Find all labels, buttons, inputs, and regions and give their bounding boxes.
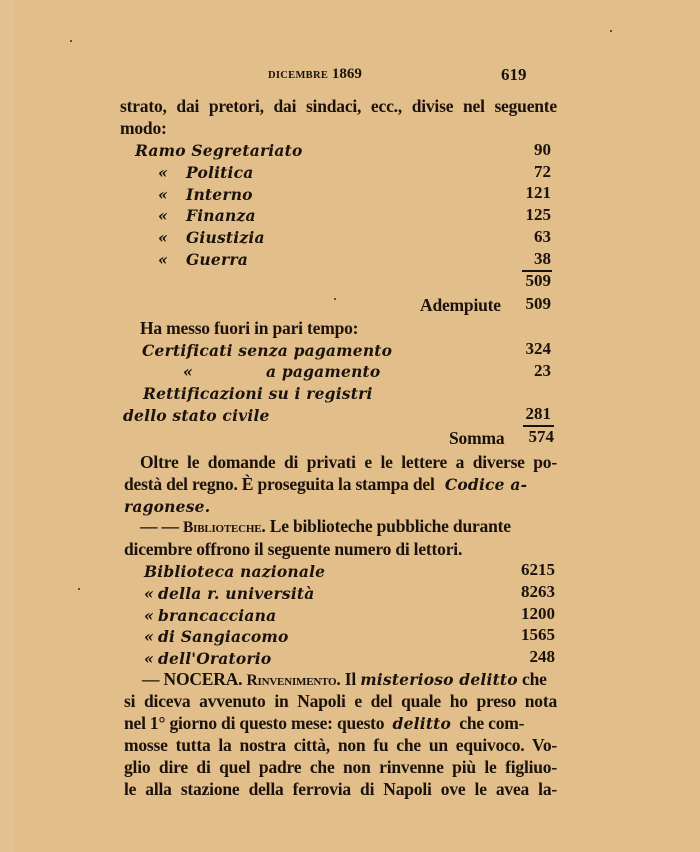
ramo-row-label: Giustizia bbox=[186, 228, 265, 247]
ramo-row-label: Finanza bbox=[186, 206, 256, 225]
paper-speck bbox=[78, 588, 80, 590]
paragraph-text: destà del regno. È proseguita la stampa del bbox=[124, 474, 435, 494]
ramo-row-value: 38 bbox=[534, 249, 551, 268]
biblioteche-heading: Biblioteche bbox=[182, 519, 262, 536]
certificati-intro: Ha messo fuori in pari tempo: bbox=[140, 318, 359, 338]
library-row-value: 8263 bbox=[521, 582, 555, 601]
ramo-row-value: 90 bbox=[534, 140, 551, 159]
nocera-text: che com- bbox=[459, 713, 525, 733]
ramo-row-value: 72 bbox=[534, 162, 551, 181]
certificati-row-value: 281 bbox=[525, 404, 551, 423]
dash: — bbox=[142, 669, 160, 689]
certificati-row-label: a pagamento bbox=[266, 362, 381, 381]
intro-line-2: modo: bbox=[120, 118, 167, 138]
nocera-line-3 bbox=[124, 713, 524, 734]
somma-value: 574 bbox=[528, 427, 554, 446]
emphasis-text: delitto bbox=[392, 714, 452, 733]
page-number: 619 bbox=[501, 65, 527, 84]
ramo-row-prefix: « bbox=[158, 185, 168, 204]
nocera-heading: Rinvenimento bbox=[246, 672, 337, 689]
nocera-line-2: si diceva avvenuto in Napoli e del quale ho preso nota bbox=[124, 691, 557, 711]
nocera-text: . Il bbox=[336, 669, 357, 689]
ramo-row-label: Guerra bbox=[186, 250, 248, 269]
paragraph-line-1: Oltre le domande di privati e le lettere a diverse po- bbox=[140, 452, 557, 472]
place-name: NOCERA. bbox=[163, 669, 243, 689]
certificati-row-prefix: « bbox=[183, 362, 193, 381]
paper-speck bbox=[610, 30, 612, 32]
library-row-value: 6215 bbox=[521, 560, 555, 579]
certificati-row-label: dello stato civile bbox=[123, 406, 270, 425]
ramo-row-value: 63 bbox=[534, 227, 551, 246]
certificati-row-value: 324 bbox=[525, 339, 551, 358]
certificati-row-label: Rettificazioni su i registri bbox=[143, 384, 373, 403]
library-row-value: 248 bbox=[529, 647, 555, 666]
emphasis-text: misterioso delitto bbox=[360, 670, 518, 689]
biblioteche-line-2: dicembre offrono il seguente numero di lettori. bbox=[124, 539, 463, 559]
dash: — — bbox=[140, 516, 179, 536]
biblioteche-text: . Le biblioteche pubbliche durante bbox=[261, 516, 511, 536]
paragraph-line-2 bbox=[124, 474, 527, 495]
ramo-total: 509 bbox=[525, 271, 551, 290]
library-row-label: brancacciana bbox=[158, 606, 277, 625]
nocera-line-4: mosse tutta la nostra città, non fu che un equivoco. Vo- bbox=[124, 735, 557, 755]
library-row-label: della r. università bbox=[158, 584, 315, 603]
nocera-line-1 bbox=[142, 669, 547, 690]
ramo-row-value: 125 bbox=[525, 205, 551, 224]
library-row-label: dell'Oratorio bbox=[158, 649, 272, 668]
library-row-label: di Sangiacomo bbox=[158, 627, 289, 646]
nocera-line-6: le alla stazione della ferrovia di Napoli ove le avea la- bbox=[124, 779, 557, 799]
header-month: DICEMBRE bbox=[268, 70, 329, 81]
adempiute-value: 509 bbox=[525, 294, 551, 313]
ramo-row-label: Interno bbox=[186, 185, 253, 204]
ramo-row-label: Politica bbox=[186, 163, 254, 182]
ramo-row-prefix: « bbox=[158, 228, 168, 247]
library-row-prefix: « bbox=[144, 627, 154, 646]
certificati-row-value: 23 bbox=[534, 361, 551, 380]
library-row-prefix: « bbox=[144, 584, 154, 603]
intro-line-1: strato, dai pretori, dai sindaci, ecc., divise nel seguente bbox=[120, 96, 557, 116]
ramo-row-value: 121 bbox=[525, 183, 551, 202]
ramo-row-label: Ramo Segretariato bbox=[135, 141, 303, 160]
paper-speck bbox=[334, 298, 336, 300]
header-year: 1869 bbox=[331, 66, 362, 82]
library-row-value: 1565 bbox=[521, 625, 555, 644]
running-header bbox=[268, 66, 362, 83]
nocera-text: che bbox=[522, 669, 547, 689]
library-row-prefix: « bbox=[144, 649, 154, 668]
biblioteche-line-1 bbox=[140, 516, 511, 537]
nocera-text: nel 1° giorno di questo mese: questo bbox=[124, 713, 385, 733]
library-row-value: 1200 bbox=[521, 604, 555, 623]
nocera-line-5: glio dire di quel padre che non rinvenne più le figliuo- bbox=[124, 757, 557, 777]
paragraph-line-3: ragonese. bbox=[124, 497, 211, 516]
ramo-row-prefix: « bbox=[158, 250, 168, 269]
somma-label: Somma bbox=[449, 428, 505, 448]
certificati-row-label: Certificati senza pagamento bbox=[142, 341, 393, 360]
codice-title: Codice a- bbox=[444, 475, 528, 494]
ramo-row-prefix: « bbox=[158, 163, 168, 182]
ramo-row-prefix: « bbox=[158, 206, 168, 225]
paper-speck bbox=[70, 40, 72, 42]
library-row-label: Biblioteca nazionale bbox=[144, 562, 326, 581]
library-row-prefix: « bbox=[144, 606, 154, 625]
adempiute-label: Adempiute bbox=[420, 295, 501, 315]
